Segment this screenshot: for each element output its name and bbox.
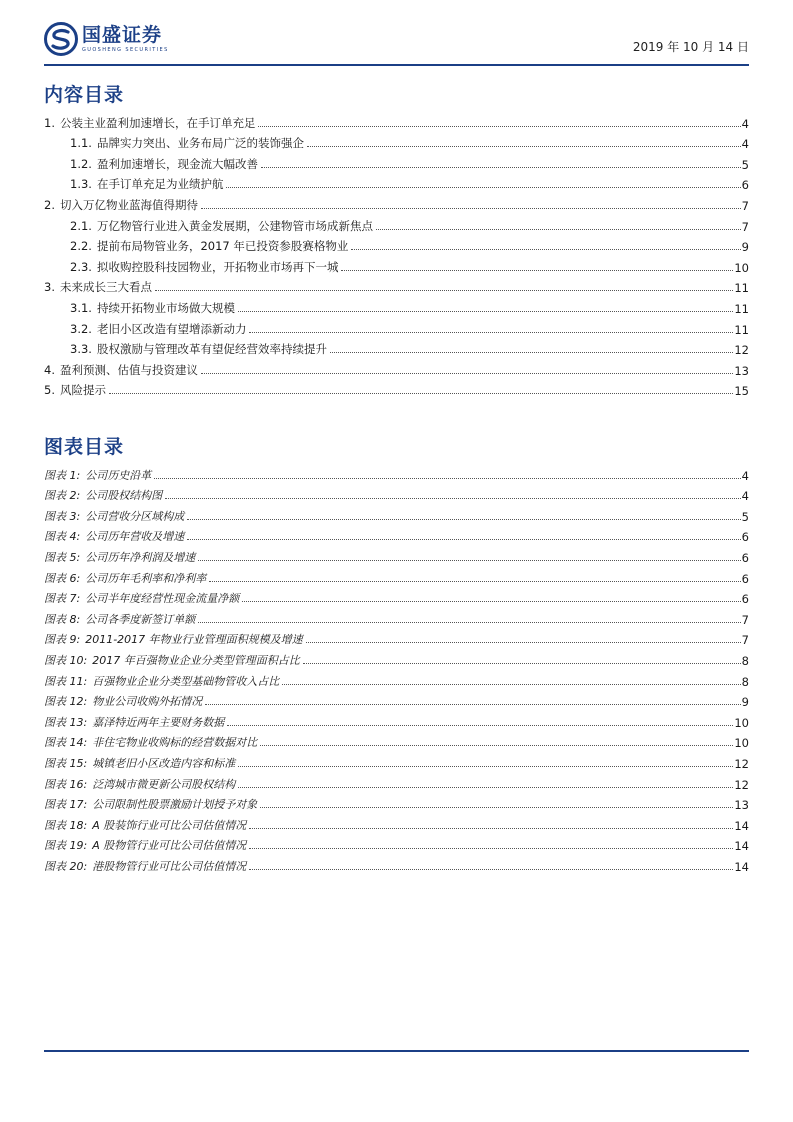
entry-number: 图表 6: [44, 571, 81, 585]
figure-entry[interactable] [44, 853, 749, 874]
entry-page-number: 6 [741, 550, 749, 565]
toc-entry[interactable] [44, 254, 749, 275]
dot-leader [187, 519, 740, 520]
entry-text: 盈利预测、估值与投资建议 [59, 362, 198, 377]
entry-page-number: 10 [734, 260, 749, 275]
dot-leader [198, 560, 740, 561]
toc-entry[interactable] [44, 192, 749, 213]
entry-number: 图表 14: [44, 736, 88, 750]
contents-list [44, 110, 749, 398]
dot-leader [376, 229, 741, 230]
entry-text: A 股装饰行业可比公司估值情况 [92, 818, 247, 832]
figure-entry[interactable] [44, 606, 749, 627]
figure-entry[interactable] [44, 833, 749, 854]
entry-text: 公司限制性股票激励计划授予对象 [92, 798, 258, 812]
toc-entry[interactable] [44, 357, 749, 378]
figure-entry[interactable] [44, 462, 749, 483]
entry-page-number: 5 [741, 509, 749, 524]
entry-number: 2. [44, 197, 55, 212]
dot-leader [307, 146, 741, 147]
dot-leader [249, 869, 733, 870]
entry-text: 老旧小区改造有望增添新动力 [96, 321, 247, 336]
entry-number: 图表 13: [44, 715, 88, 729]
entry-number: 1. [44, 115, 55, 130]
toc-entry[interactable] [44, 275, 749, 296]
figure-entry[interactable] [44, 689, 749, 710]
entry-page-number: 7 [741, 633, 749, 648]
dot-leader [249, 332, 733, 333]
dot-leader [227, 725, 733, 726]
entry-number: 图表 16: [44, 777, 88, 791]
figures-list [44, 462, 749, 874]
entry-text: 提前布局物管业务，2017 年已投资参股赛格物业 [96, 239, 349, 254]
entry-page-number: 6 [741, 178, 749, 193]
toc-entry[interactable] [44, 151, 749, 172]
brand-name-cn: 国盛证券 [82, 24, 163, 46]
entry-label [70, 176, 225, 192]
entry-label [70, 341, 329, 357]
entry-label [70, 300, 237, 316]
dot-leader [260, 745, 733, 746]
entry-label [70, 238, 350, 254]
entry-number: 图表 7: [44, 592, 81, 606]
entry-page-number: 15 [734, 384, 749, 399]
dot-leader [282, 684, 740, 685]
entry-text: 公司历史沿革 [85, 468, 152, 482]
entry-number: 图表 17: [44, 798, 88, 812]
entry-label [44, 796, 259, 812]
entry-number: 图表 8: [44, 612, 81, 626]
figure-entry[interactable] [44, 524, 749, 545]
entry-label [44, 776, 237, 792]
dot-leader [261, 167, 741, 168]
entry-text: 2011-2017 年物业行业管理面积规模及增速 [85, 633, 303, 647]
entry-label [70, 156, 260, 172]
entry-number: 1.3. [70, 177, 92, 192]
entry-text: 万亿物管行业进入黄金发展期，公建物管市场成新焦点 [96, 218, 373, 233]
entry-number: 图表 2: [44, 489, 81, 503]
entry-text: 拟收购控股科技园物业，开拓物业市场再下一城 [96, 259, 339, 274]
dot-leader [198, 622, 740, 623]
entry-number: 2.1. [70, 218, 92, 233]
entry-number: 2.2. [70, 239, 92, 254]
entry-text: 泛湾城市微更新公司股权结构 [92, 777, 236, 791]
report-date: 2019 年 10 月 14 日 [632, 40, 749, 54]
entry-text: 非住宅物业收购标的经营数据对比 [92, 736, 258, 750]
entry-label [44, 631, 305, 647]
dot-leader [238, 311, 733, 312]
entry-page-number: 14 [734, 839, 749, 854]
dot-leader [187, 539, 740, 540]
toc-entry[interactable] [44, 131, 749, 152]
dot-leader [341, 270, 733, 271]
page-header [44, 22, 749, 62]
entry-page-number: 4 [741, 468, 749, 483]
entry-page-number: 7 [741, 198, 749, 213]
entry-text: 股权激励与管理改革有望促经营效率持续提升 [96, 342, 327, 357]
toc-entry[interactable] [44, 213, 749, 234]
entry-label [44, 734, 259, 750]
figure-entry[interactable] [44, 668, 749, 689]
entry-number: 图表 1: [44, 468, 81, 482]
entry-label [44, 508, 186, 524]
dot-leader [242, 601, 740, 602]
footer-divider [44, 1050, 749, 1052]
entry-label [44, 382, 108, 398]
entry-page-number: 8 [741, 674, 749, 689]
entry-text: 公装主业盈利加速增长，在手订单充足 [59, 115, 256, 130]
entry-text: 品牌实力突出、业务布局广泛的装饰强企 [96, 136, 304, 151]
entry-text: 公司各季度新签订单额 [85, 612, 196, 626]
toc-entry[interactable] [44, 295, 749, 316]
entry-text: 公司半年度经营性现金流量净额 [85, 592, 240, 606]
entry-number: 图表 10: [44, 653, 88, 667]
figure-entry[interactable] [44, 812, 749, 833]
entry-page-number: 10 [734, 736, 749, 751]
entry-page-number: 6 [741, 530, 749, 545]
entry-label [70, 218, 375, 234]
entry-text: 盈利加速增长，现金流大幅改善 [96, 156, 258, 171]
entry-label [44, 528, 186, 544]
entry-text: 公司历年营收及增速 [85, 530, 185, 544]
entry-text: 公司历年毛利率和净利率 [85, 571, 207, 585]
entry-number: 5. [44, 383, 55, 398]
entry-label [44, 487, 164, 503]
dot-leader [330, 352, 733, 353]
entry-page-number: 13 [734, 363, 749, 378]
entry-page-number: 4 [741, 137, 749, 152]
figure-entry[interactable] [44, 483, 749, 504]
toc-entry[interactable] [44, 110, 749, 131]
dot-leader [351, 249, 740, 250]
entry-page-number: 12 [734, 343, 749, 358]
entry-label [44, 549, 197, 565]
entry-text: 持续开拓物业市场做大规模 [96, 300, 235, 315]
entry-page-number: 7 [741, 219, 749, 234]
entry-label [44, 714, 226, 730]
entry-label [44, 467, 153, 483]
entry-number: 2.3. [70, 259, 92, 274]
entry-label [44, 197, 200, 213]
entry-label [70, 259, 340, 275]
dot-leader [249, 848, 733, 849]
toc-entry[interactable] [44, 337, 749, 358]
entry-number: 3.1. [70, 300, 92, 315]
dot-leader [154, 478, 740, 479]
toc-entry[interactable] [44, 316, 749, 337]
entry-text: 风险提示 [59, 383, 106, 398]
entry-page-number: 4 [741, 489, 749, 504]
entry-text: 在手订单充足为业绩护航 [96, 177, 224, 192]
entry-text: A 股物管行业可比公司估值情况 [92, 839, 247, 853]
dot-leader [258, 126, 740, 127]
figure-entry[interactable] [44, 565, 749, 586]
entry-label [44, 611, 197, 627]
entry-page-number: 9 [741, 240, 749, 255]
entry-number: 图表 15: [44, 756, 88, 770]
entry-number: 图表 4: [44, 530, 81, 544]
entry-label [44, 279, 154, 295]
entry-text: 嘉泽特近两年主要财务数据 [92, 715, 225, 729]
toc-entry[interactable] [44, 172, 749, 193]
figure-entry[interactable] [44, 709, 749, 730]
entry-page-number: 13 [734, 798, 749, 813]
entry-number: 3.2. [70, 321, 92, 336]
entry-number: 1.2. [70, 156, 92, 171]
brand-logo [44, 22, 169, 56]
dot-leader [201, 208, 741, 209]
entry-page-number: 12 [734, 756, 749, 771]
dot-leader [303, 663, 741, 664]
entry-number: 4. [44, 362, 55, 377]
brand-name-en: GUOSHENG SECURITIES [82, 47, 169, 53]
contents-title: 内容目录 [44, 84, 125, 106]
entry-label [44, 858, 248, 874]
dot-leader [306, 642, 741, 643]
entry-number: 图表 11: [44, 674, 88, 688]
entry-page-number: 11 [734, 281, 749, 296]
entry-page-number: 4 [741, 116, 749, 131]
entry-number: 图表 9: [44, 633, 81, 647]
figure-entry[interactable] [44, 586, 749, 607]
entry-number: 图表 3: [44, 509, 81, 523]
dot-leader [109, 393, 733, 394]
entry-label [44, 590, 241, 606]
dot-leader [249, 828, 733, 829]
entry-text: 百强物业企业分类型基础物管收入占比 [92, 674, 280, 688]
entry-text: 公司营收分区域构成 [85, 509, 185, 523]
entry-text: 城镇老旧小区改造内容和标准 [92, 756, 236, 770]
entry-number: 图表 12: [44, 695, 88, 709]
entry-page-number: 8 [741, 653, 749, 668]
entry-label [44, 837, 248, 853]
entry-page-number: 7 [741, 612, 749, 627]
entry-text: 公司历年净利润及增速 [85, 550, 196, 564]
figures-title: 图表目录 [44, 436, 125, 458]
figure-entry[interactable] [44, 503, 749, 524]
entry-text: 未来成长三大看点 [59, 280, 152, 295]
entry-text: 公司股权结构图 [85, 489, 163, 503]
entry-page-number: 5 [741, 157, 749, 172]
entry-label [44, 570, 208, 586]
entry-label [44, 755, 237, 771]
entry-text: 港股物管行业可比公司估值情况 [92, 859, 247, 873]
entry-label [44, 817, 248, 833]
entry-page-number: 11 [734, 322, 749, 337]
entry-number: 3. [44, 280, 55, 295]
header-divider [44, 64, 749, 66]
entry-label [44, 652, 302, 668]
entry-label [44, 673, 281, 689]
entry-number: 图表 18: [44, 818, 88, 832]
dot-leader [165, 498, 740, 499]
entry-number: 图表 5: [44, 550, 81, 564]
entry-page-number: 10 [734, 715, 749, 730]
entry-page-number: 6 [741, 592, 749, 607]
entry-text: 物业公司收购外拓情况 [92, 695, 203, 709]
figure-entry[interactable] [44, 730, 749, 751]
entry-page-number: 14 [734, 859, 749, 874]
entry-number: 图表 19: [44, 839, 88, 853]
dot-leader [238, 787, 733, 788]
dot-leader [205, 704, 740, 705]
entry-label [44, 693, 204, 709]
toc-entry[interactable] [44, 378, 749, 399]
entry-page-number: 6 [741, 571, 749, 586]
entry-text: 切入万亿物业蓝海值得期待 [59, 197, 198, 212]
guosheng-logo-icon [44, 22, 78, 56]
toc-entry[interactable] [44, 234, 749, 255]
dot-leader [155, 290, 733, 291]
entry-label [44, 362, 200, 378]
entry-label [70, 321, 248, 337]
entry-page-number: 12 [734, 777, 749, 792]
figure-entry[interactable] [44, 647, 749, 668]
dot-leader [226, 187, 740, 188]
figure-entry[interactable] [44, 771, 749, 792]
figure-entry[interactable] [44, 627, 749, 648]
entry-number: 3.3. [70, 342, 92, 357]
entry-number: 1.1. [70, 136, 92, 151]
entry-number: 图表 20: [44, 859, 88, 873]
dot-leader [260, 807, 733, 808]
figure-entry[interactable] [44, 750, 749, 771]
figure-entry[interactable] [44, 544, 749, 565]
dot-leader [209, 581, 740, 582]
entry-page-number: 11 [734, 301, 749, 316]
figure-entry[interactable] [44, 792, 749, 813]
entry-label [44, 115, 257, 131]
entry-page-number: 9 [741, 695, 749, 710]
entry-page-number: 14 [734, 818, 749, 833]
dot-leader [238, 766, 733, 767]
dot-leader [201, 373, 733, 374]
entry-text: 2017 年百强物业企业分类型管理面积占比 [92, 653, 300, 667]
entry-label [70, 135, 306, 151]
